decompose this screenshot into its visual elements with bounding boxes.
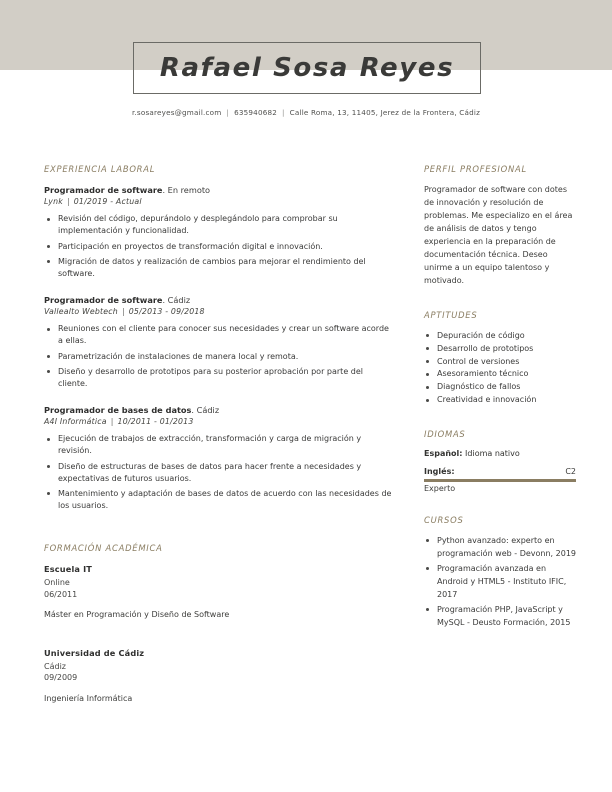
- section-title-skills: APTITUDES: [424, 309, 478, 320]
- job-meta-line: Lynk | 01/2019 - Actual: [44, 197, 142, 207]
- job-title-line: Programador de software. Cádiz: [44, 295, 191, 306]
- job-meta-line: Vallealto Webtech | 05/2013 - 09/2018: [44, 307, 205, 317]
- list-item: Python avanzado: experto en programación web - Devonn, 2019: [424, 535, 576, 561]
- name-box: [133, 42, 481, 94]
- list-item: Creatividad e innovación: [424, 394, 576, 407]
- education-degree: Ingeniería Informática: [44, 693, 133, 703]
- education-date: 06/2011: [44, 589, 78, 599]
- section-title-education: FORMACIÓN ACADÉMICA: [44, 543, 163, 554]
- language-progress-track: [424, 479, 576, 482]
- contact-line: [0, 108, 612, 117]
- list-item: Diseño de estructuras de bases de datos para hacer frente a necesidades y expectativas de futuros usuarios.: [44, 461, 392, 485]
- education-entry: [44, 564, 392, 620]
- job-company: A4I Informática: [44, 417, 107, 427]
- experience-entry: [44, 405, 392, 512]
- list-item: Parametrización de instalaciones de manera local y remota.: [44, 351, 392, 363]
- section-spacer: [44, 527, 392, 543]
- experience-entry: [44, 295, 392, 390]
- job-meta-line: A4I Informática | 10/2011 - 01/2013: [44, 417, 194, 427]
- list-item: Mantenimiento y adaptación de bases de datos de acuerdo con las necesidades de los usuarios.: [44, 488, 392, 512]
- section-title-languages: IDIOMAS: [424, 429, 466, 440]
- contact-address: Calle Roma, 13, 11405, Jerez de la Frontera, Cádiz: [289, 108, 481, 117]
- list-item: Diseño y desarrollo de prototipos para su posterior aprobación por parte del cliente.: [44, 366, 392, 390]
- education-location: Online: [44, 578, 70, 588]
- job-bullets: [44, 433, 392, 512]
- job-company: Lynk: [44, 197, 63, 207]
- list-item: Programación PHP, JavaScript y MySQL - Deusto Formación, 2015: [424, 604, 576, 630]
- section-title-profile: PERFIL PROFESIONAL: [424, 164, 527, 174]
- job-dates: 01/2019 - Actual: [73, 197, 142, 207]
- right-column: [424, 164, 576, 632]
- job-location: Cádiz: [167, 295, 191, 306]
- list-item: Diagnóstico de fallos: [424, 381, 576, 394]
- education-date: 09/2009: [44, 673, 78, 683]
- job-title-line: Programador de software. En remoto: [44, 185, 211, 195]
- education-location: Cádiz: [44, 661, 66, 671]
- job-dates: 05/2013 - 09/2018: [128, 307, 205, 317]
- education-school: Escuela IT: [44, 564, 93, 575]
- list-item: Revisión del código, depurándolo y desplegándolo para comprobar su implementación y funcionalidad.: [44, 213, 392, 237]
- job-role: Programador de software: [44, 295, 163, 306]
- experience-entry: [44, 185, 392, 280]
- language-second-sublabel: Experto: [424, 483, 456, 493]
- contact-separator-1: |: [226, 108, 230, 117]
- list-item: Desarrollo de prototipos: [424, 343, 576, 356]
- list-item: Asesoramiento técnico: [424, 368, 576, 381]
- profile-text: Programador de software con dotes de innovación y resolución de problemas. Me especializo en el área de análisis de datos y tengo experiencia en la preparación de documentación técnica. Deseo unirme a un equipo talentoso y motivado.: [424, 185, 573, 285]
- courses-list: [424, 535, 576, 630]
- page-title: Rafael Sosa Reyes: [159, 53, 455, 83]
- language-second-level: C2: [565, 467, 576, 477]
- job-company: Vallealto Webtech: [44, 307, 118, 317]
- list-item: Ejecución de trabajos de extracción, transformación y carga de migración y revisión.: [44, 433, 392, 457]
- education-entry: [44, 648, 392, 704]
- job-role: Programador de software: [44, 185, 163, 195]
- language-progress-fill: [424, 479, 576, 482]
- education-degree: Máster en Programación y Diseño de Software: [44, 610, 230, 620]
- section-spacer: [424, 288, 576, 310]
- education-school: Universidad de Cádiz: [44, 647, 145, 658]
- section-title-experience: EXPERIENCIA LABORAL: [44, 164, 156, 174]
- list-item: Participación en proyectos de transformación digital e innovación.: [44, 241, 392, 253]
- section-spacer: [424, 407, 576, 429]
- job-bullets: [44, 213, 392, 280]
- skills-list: [424, 330, 576, 408]
- list-item: Programación avanzada en Android y HTML5 - Instituto IFIC, 2017: [424, 563, 576, 602]
- language-native: [424, 449, 576, 458]
- contact-separator-2: |: [282, 108, 285, 117]
- left-column: [44, 164, 392, 720]
- job-title-line: Programador de bases de datos. Cádiz: [44, 405, 220, 416]
- job-role: Programador de bases de datos: [44, 405, 192, 416]
- language-native-value: Idioma nativo: [465, 449, 520, 459]
- section-title-courses: CURSOS: [424, 514, 464, 525]
- list-item: Reuniones con el cliente para conocer sus necesidades y crear un software acorde a ellas.: [44, 323, 392, 347]
- language-native-label: Español:: [424, 449, 463, 459]
- contact-phone: 635940682: [234, 108, 278, 117]
- contact-email: r.sosareyes@gmail.com: [131, 108, 222, 117]
- list-item: Migración de datos y realización de cambios para mejorar el rendimiento del software.: [44, 256, 392, 280]
- education-spacer: [44, 637, 392, 648]
- list-item: Control de versiones: [424, 356, 576, 369]
- job-location: En remoto: [167, 185, 211, 195]
- section-spacer: [424, 493, 576, 515]
- job-bullets: [44, 323, 392, 390]
- list-item: Depuración de código: [424, 330, 576, 343]
- job-location: Cádiz: [196, 405, 220, 416]
- job-dates: 10/2011 - 01/2013: [117, 417, 194, 427]
- language-second-label: Inglés:: [424, 467, 455, 477]
- language-second-head: [424, 467, 576, 476]
